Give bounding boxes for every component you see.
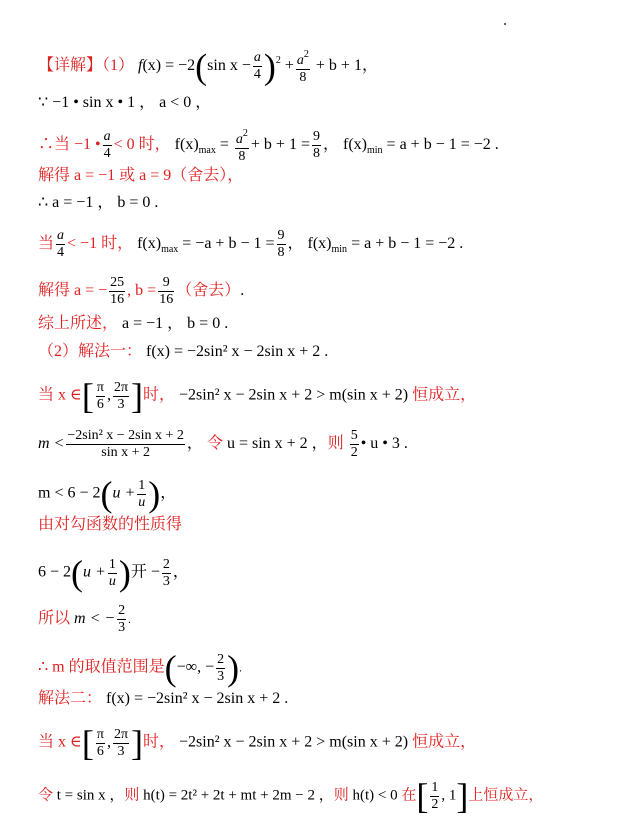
eq: = −2 <box>161 57 196 75</box>
tail: • u • 3 . <box>360 435 408 453</box>
den: 2 <box>350 445 358 460</box>
line-9 <box>38 342 328 362</box>
paren-close: ) <box>118 553 131 593</box>
frac-a2-8 <box>296 47 310 86</box>
bracket-close: ] <box>456 776 469 816</box>
den: 3 <box>217 668 225 684</box>
line-16 <box>38 650 242 686</box>
post: ， <box>160 484 177 502</box>
den: 3 <box>162 573 170 589</box>
num: a <box>103 129 111 144</box>
m-lt: m < − <box>70 610 116 628</box>
frac-2-3 <box>117 603 126 636</box>
fmax: f(x) <box>137 235 162 253</box>
den: 3 <box>113 396 129 413</box>
line-5 <box>38 193 158 213</box>
red-then-2: 则 <box>333 787 349 804</box>
paren-open: ( <box>100 474 113 514</box>
red-prefix: 当 <box>38 235 55 253</box>
pre: m < 6 − 2 <box>38 484 101 502</box>
frac-5-2 <box>350 428 359 461</box>
comma: ， <box>287 235 304 253</box>
line-19 <box>38 778 543 814</box>
den: 16 <box>110 292 125 307</box>
frac-9-8 <box>312 129 321 162</box>
comma: ， <box>322 136 339 154</box>
paren-close: ) <box>263 46 276 87</box>
sep: , <box>106 386 111 404</box>
line-17 <box>38 689 288 709</box>
bracket-close: ] <box>131 723 144 763</box>
bracket-open: [ <box>81 376 94 416</box>
red-then: 则 <box>124 787 140 804</box>
den: 8 <box>277 245 285 260</box>
tail: + b + 1， <box>315 57 378 75</box>
red-when: 时， <box>143 386 176 404</box>
line-2 <box>38 93 211 113</box>
red-mid: , b = <box>127 282 157 300</box>
num: a <box>235 132 243 147</box>
sin-term: sin x − <box>207 57 251 75</box>
num: π <box>96 379 104 395</box>
den: sin x + 2 <box>66 444 185 461</box>
m-lt: m < <box>38 435 65 453</box>
property-text: 由对勾函数的性质得 <box>38 516 183 533</box>
u-def: u = sin x + 2 ， <box>222 435 328 453</box>
bracket-close: ] <box>131 376 144 416</box>
num: 2 <box>118 603 126 618</box>
red-then: 则 <box>327 435 344 453</box>
line-6 <box>38 228 463 261</box>
num: a <box>57 228 65 243</box>
red-range: ∴ m 的取值范围是 <box>38 658 165 676</box>
red-prefix: 解得 a = − <box>38 282 108 300</box>
red-on: 在 <box>401 787 417 804</box>
fmax: f(x) <box>174 136 199 154</box>
frac-2-3 <box>216 652 225 685</box>
den: 6 <box>96 743 104 759</box>
solve-text: 解得 a = −1 或 a = 9（舍去）， <box>38 167 244 184</box>
square: 2 <box>275 55 281 67</box>
frac-pi-6 <box>96 727 105 760</box>
num: 9 <box>162 275 170 290</box>
frac-1-2 <box>430 780 439 813</box>
min-expr: = a + b − 1 = −2 . <box>347 235 464 253</box>
frac-2pi-3 <box>113 380 129 413</box>
f-arg: (x) <box>142 57 162 75</box>
line-12 <box>38 476 176 512</box>
max-sub: max <box>198 145 216 157</box>
paren-open: ( <box>195 46 208 87</box>
sep: , 1 <box>441 787 457 804</box>
result-text: ∴ a = −1 ， b = 0 . <box>38 194 159 211</box>
line-7 <box>38 275 244 308</box>
ineq: −2sin² x − 2sin x + 2 > m(sin x + 2) <box>175 386 413 404</box>
dot: . <box>240 282 245 300</box>
f-symbol: f <box>138 57 143 75</box>
den: 16 <box>159 292 174 307</box>
comma: ， <box>186 435 203 453</box>
frac-pi-6 <box>96 380 105 413</box>
frac-expr <box>66 428 185 461</box>
red-cond: < −1 时， <box>67 235 134 253</box>
frac-9-8 <box>277 228 286 261</box>
red-when: 时， <box>143 733 176 751</box>
num: 9 <box>312 129 320 144</box>
frac-1-u <box>108 557 117 590</box>
den: 8 <box>235 148 249 165</box>
line-4 <box>38 166 243 186</box>
line-3 <box>38 126 499 165</box>
red-discard: （舍去） <box>176 282 241 300</box>
dot: . <box>239 662 242 675</box>
fmin: f(x) <box>307 235 332 253</box>
exp: 2 <box>242 128 248 139</box>
condition-text: ∵ −1 • sin x • 1 ， a < 0 ， <box>38 94 212 111</box>
num: 25 <box>110 275 125 290</box>
paren-close: ) <box>227 648 240 688</box>
red-prefix: 解法二： <box>38 690 103 707</box>
line-1: 【详解】（1） f(x) = −2(sin x − $\frac{a}{4}$ )$^2$ + $\frac{a^2}{8}$ + b + 1， <box>38 46 378 87</box>
red-let: 令 <box>206 435 223 453</box>
num: a <box>296 53 304 68</box>
den: 8 <box>296 69 310 86</box>
u: u + <box>112 484 136 502</box>
frac-25-16 <box>109 275 125 308</box>
exp: 2 <box>303 49 309 60</box>
den: 4 <box>103 146 111 161</box>
detail-label: 【详解】（1） <box>38 57 135 75</box>
frac-2pi-3 <box>113 727 129 760</box>
red-let: 令 <box>38 787 54 804</box>
num: 2π <box>113 726 129 742</box>
bracket-open: [ <box>416 776 429 816</box>
den: 6 <box>96 396 104 412</box>
paren-close: ) <box>148 474 161 514</box>
line-8 <box>38 314 228 334</box>
den: 8 <box>312 146 320 161</box>
den: 4 <box>253 67 261 82</box>
pre: 6 − 2 <box>38 563 72 581</box>
post: ， <box>172 563 189 581</box>
frac-a-4 <box>253 50 262 83</box>
red-always: 上恒成立， <box>468 787 544 804</box>
num: 2 <box>162 556 170 572</box>
red-prefix: 当 x ∈ <box>38 386 82 404</box>
red-prefix: 当 x ∈ <box>38 733 82 751</box>
num: −2sin² x − 2sin x + 2 <box>67 428 184 443</box>
num: 1 <box>431 779 439 795</box>
min-expr: = a + b − 1 = −2 . <box>382 136 499 154</box>
line-14 <box>38 555 189 591</box>
method1-func: f(x) = −2sin² x − 2sin x + 2 . <box>142 343 329 360</box>
red-prefix: ∴当 −1 • <box>38 136 101 154</box>
min-sub: min <box>366 145 383 157</box>
mid: + b + 1 = <box>250 136 310 154</box>
sep: , <box>106 733 111 751</box>
fmin: f(x) <box>343 136 367 154</box>
num: π <box>96 726 104 742</box>
frac-1-u <box>137 478 146 511</box>
max-sub: max <box>161 244 179 256</box>
den: 2 <box>431 796 439 812</box>
h-lt-0: h(t) < 0 <box>348 787 402 804</box>
red-so: 所以 <box>38 610 71 628</box>
num: 1 <box>138 477 146 493</box>
corner-dot <box>504 23 506 25</box>
line-10 <box>38 378 476 414</box>
paren-open: ( <box>71 553 84 593</box>
expr: = −a + b − 1 = <box>178 235 275 253</box>
frac-a-4 <box>56 228 65 261</box>
h-def: h(t) = 2t² + 2t + mt + 2m − 2 ， <box>139 787 334 804</box>
num: 2 <box>217 651 225 667</box>
dot: . <box>128 614 131 627</box>
frac-9-16 <box>158 275 174 308</box>
num: 9 <box>277 228 285 243</box>
line-18 <box>38 725 476 761</box>
mid: 开 − <box>130 563 160 581</box>
bracket-open: [ <box>81 723 94 763</box>
den: u <box>138 494 146 510</box>
frac-a-4 <box>103 129 112 162</box>
den: u <box>108 573 116 589</box>
line-15 <box>38 603 131 636</box>
t-def: t = sin x ， <box>53 787 125 804</box>
red-prefix: （2）解法一： <box>38 343 143 360</box>
inf: −∞, − <box>176 658 215 676</box>
min-sub: min <box>331 244 348 256</box>
summary-text: a = −1 ， b = 0 . <box>118 315 229 332</box>
den: 4 <box>57 245 65 260</box>
red-cond: < 0 时， <box>113 136 171 154</box>
num: a <box>253 50 261 65</box>
line-13 <box>38 515 182 535</box>
num: 2π <box>113 379 129 395</box>
den: 3 <box>113 743 129 760</box>
red-prefix: 综上所述， <box>38 315 119 332</box>
num: 5 <box>350 428 358 443</box>
eq: = <box>215 136 233 154</box>
method2-func: f(x) = −2sin² x − 2sin x + 2 . <box>102 690 289 707</box>
frac-2-3 <box>162 557 171 590</box>
line-11 <box>38 428 408 461</box>
den: 3 <box>118 620 126 635</box>
frac-a2-8 <box>235 126 249 165</box>
red-always: 恒成立， <box>412 386 477 404</box>
num: 1 <box>108 556 116 572</box>
ineq: −2sin² x − 2sin x + 2 > m(sin x + 2) <box>175 733 413 751</box>
u: u + <box>83 563 106 581</box>
red-always: 恒成立， <box>412 733 477 751</box>
paren-open: ( <box>164 648 177 688</box>
